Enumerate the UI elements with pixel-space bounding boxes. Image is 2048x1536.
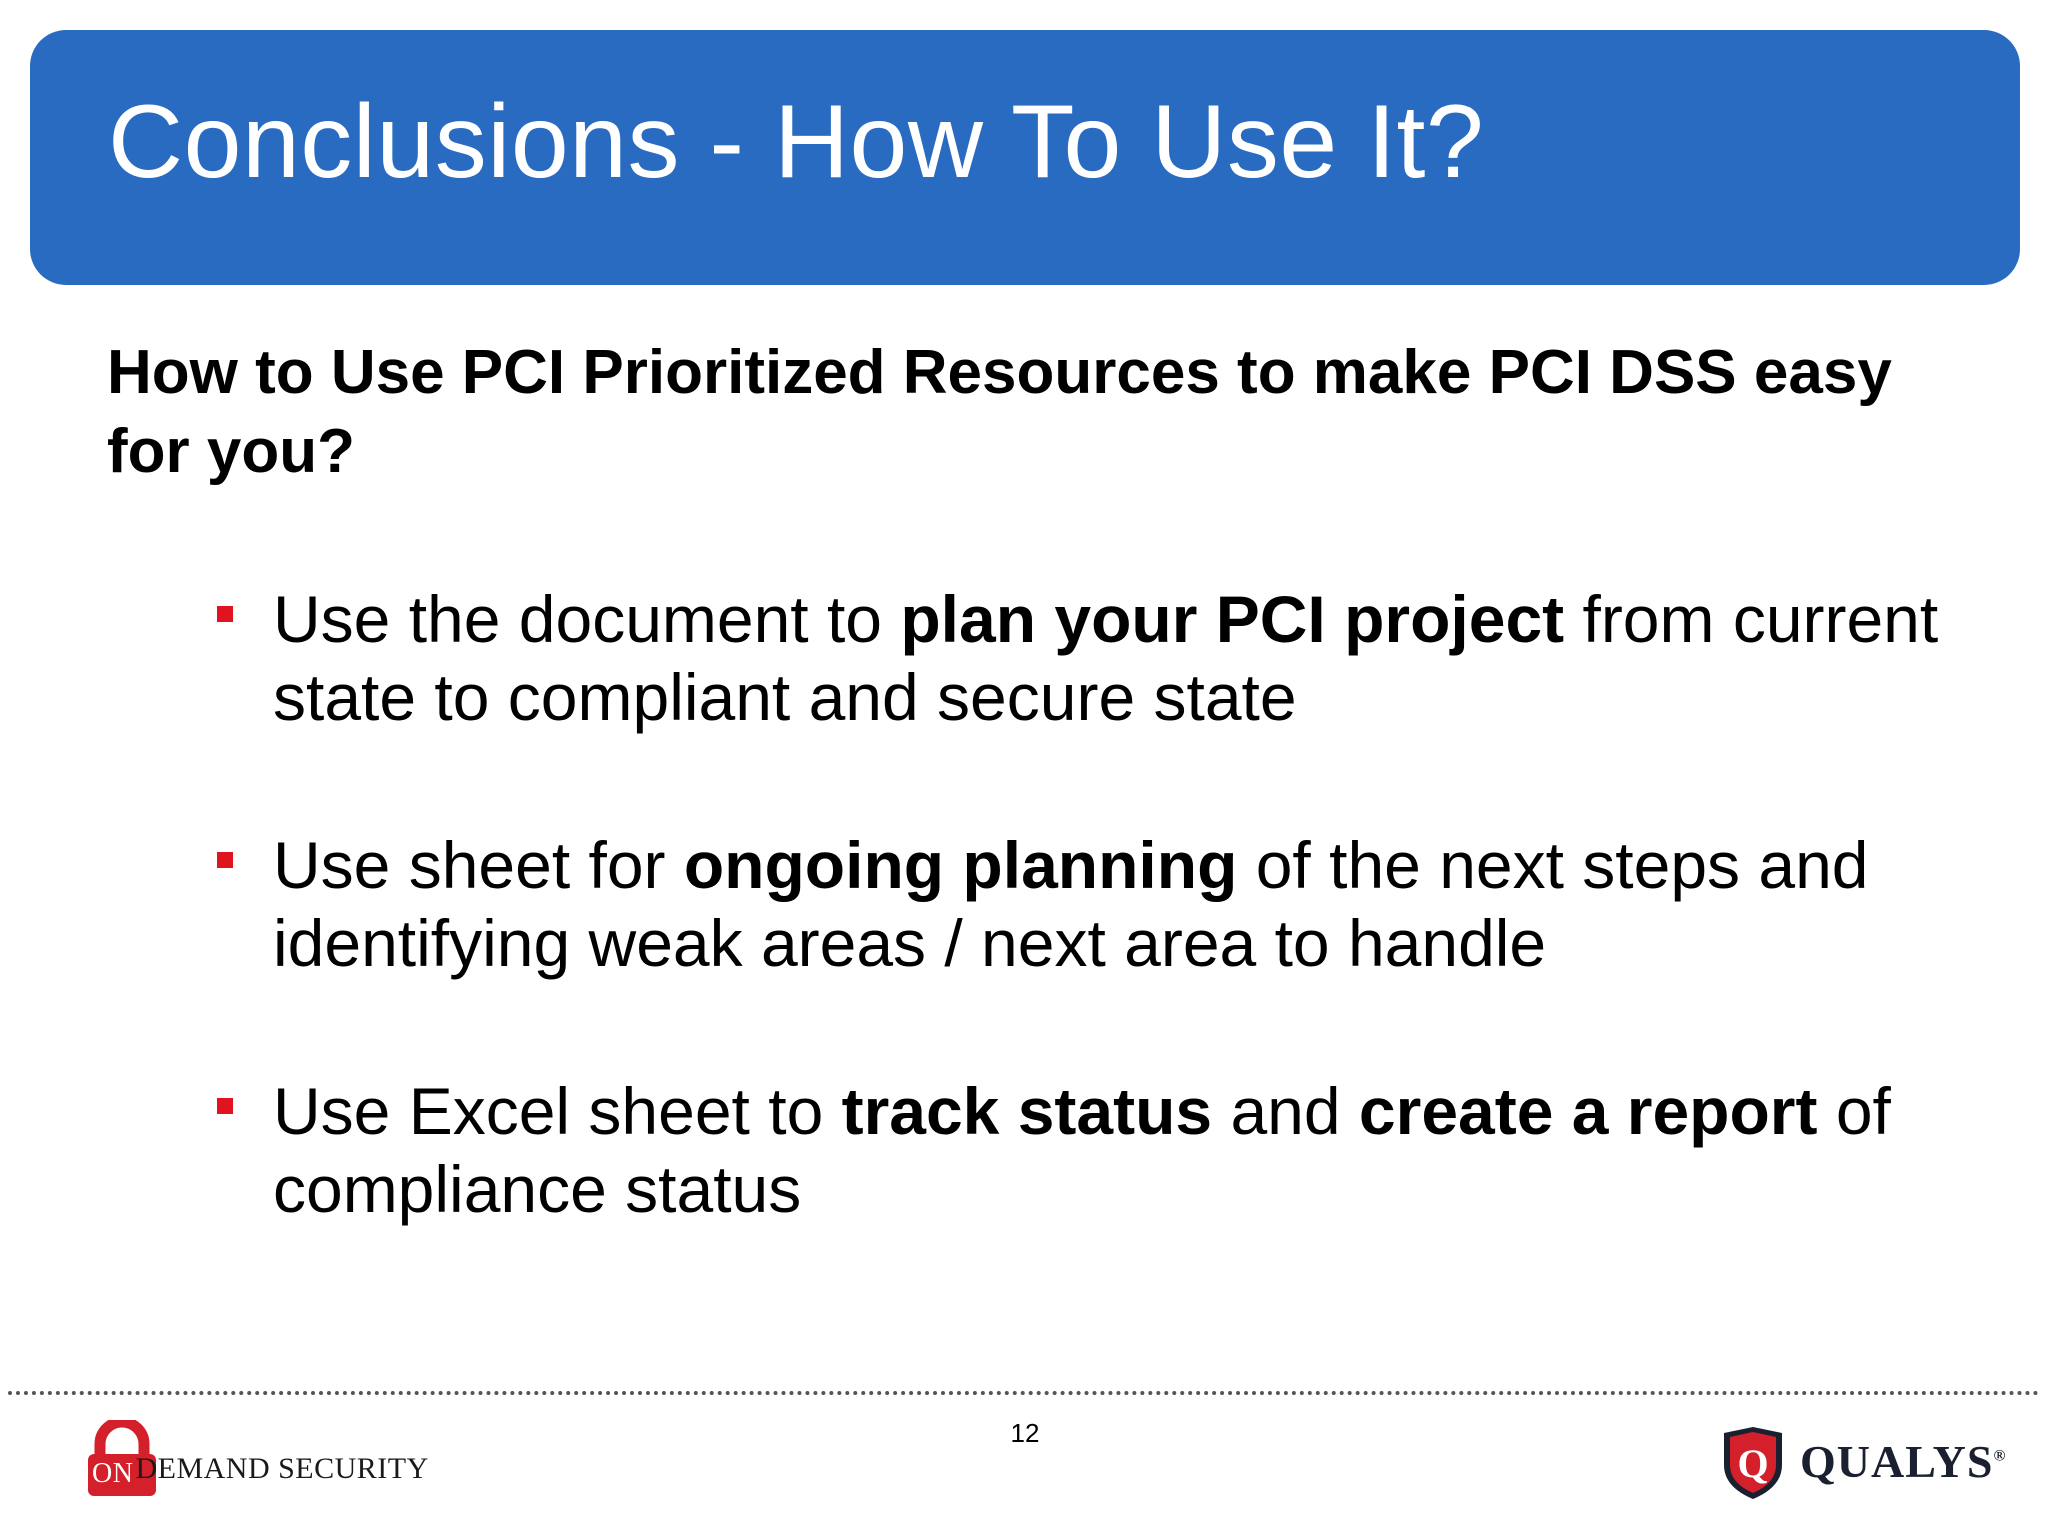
bullet-item <box>273 826 1993 982</box>
bullet-emphasis: ongoing planning <box>683 828 1238 902</box>
logo-text: DEMAND SECURITY <box>135 1452 429 1485</box>
qualys-logo <box>1800 1435 2006 1488</box>
bullet-text: from current state to compliant and secure state <box>273 582 1939 734</box>
slide-subtitle: How to Use PCI Prioritized Resources to make PCI DSS easy for you? <box>107 338 1892 486</box>
bullet-marker <box>217 606 233 622</box>
bullet-item <box>273 580 1993 736</box>
bullet-emphasis: track status <box>841 1074 1213 1148</box>
bullet-text: Use the document to <box>273 582 901 656</box>
registered-mark: ® <box>1993 1447 2007 1465</box>
qualys-logo-text: QUALYS <box>1800 1436 1994 1487</box>
bullet-marker <box>217 852 233 868</box>
bullet-text: of the next steps and identifying weak areas / next area to handle <box>273 828 1869 980</box>
bullet-marker <box>217 1098 233 1114</box>
footer-divider <box>8 1391 2040 1395</box>
bullet-item <box>273 1072 1993 1228</box>
bullet-text: of compliance status <box>273 1074 1891 1226</box>
bullet-text: Use sheet for <box>273 828 684 902</box>
bullet-text: and <box>1212 1074 1359 1148</box>
bullet-emphasis: plan your PCI project <box>900 582 1565 656</box>
bullet-text: Use Excel sheet to <box>273 1074 842 1148</box>
shield-q-icon <box>1720 1425 1786 1501</box>
ondemand-logo <box>62 1452 429 1489</box>
page-number: 12 <box>1010 1418 1040 1448</box>
svg-text:Q: Q <box>1737 1441 1769 1486</box>
bullet-emphasis: create a report <box>1358 1074 1818 1148</box>
title-bar <box>30 30 2020 285</box>
logo-prefix: ON <box>92 1458 134 1489</box>
slide-title: Conclusions - How To Use It? <box>108 84 1485 200</box>
